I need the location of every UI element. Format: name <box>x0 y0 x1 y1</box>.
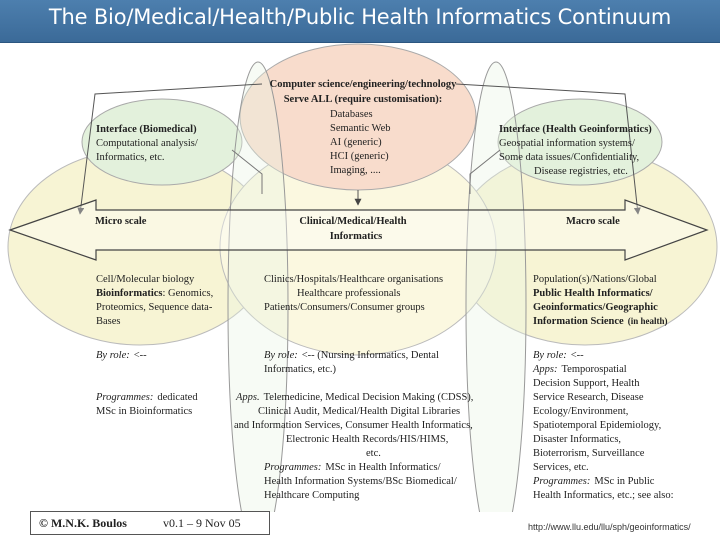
micro-line: Proteomics, Sequence data- <box>96 302 213 313</box>
center-by-role: By role: <-- (Nursing Informatics, Dental <box>264 350 439 361</box>
center-apps: Apps. Telemedicine, Medical Decision Making (CDSS), <box>236 392 474 403</box>
interface-geo-line: Geospatial information systems/ <box>499 138 635 149</box>
reference-url[interactable]: http://www.llu.edu/llu/sph/geoinformatics/ <box>528 522 691 532</box>
title-bar <box>0 0 720 43</box>
right-apps: Apps: Temporospatial <box>533 364 627 375</box>
center-programmes: Programmes: MSc in Health Informatics/ <box>264 462 441 473</box>
left-by-role: By role: <-- <box>96 350 147 361</box>
interface-biomedical-line: Informatics, etc. <box>96 152 165 163</box>
cs-item: Semantic Web <box>330 123 391 134</box>
micro-line: Bases <box>96 316 121 327</box>
interface-biomedical-title: Interface (Biomedical) <box>96 124 197 135</box>
micro-line: Cell/Molecular biology <box>96 274 195 285</box>
clinical-line: Healthcare professionals <box>297 288 401 299</box>
center-apps-line: Electronic Health Records/HIS/HIMS, <box>286 434 449 445</box>
center-apps-line: Clinical Audit, Medical/Health Digital Libraries <box>258 406 461 417</box>
macro-bold-line: Public Health Informatics/ <box>533 288 653 299</box>
macro-line <box>533 316 667 327</box>
macro-bold-line: Geoinformatics/Geographic <box>533 302 658 313</box>
continuum-diagram <box>0 42 720 512</box>
clinical-label: Informatics <box>329 231 383 242</box>
right-apps-line: Services, etc. <box>533 462 589 473</box>
left-programmes-line: MSc in Bioinformatics <box>96 406 193 417</box>
version-label: v0.1 – 9 Nov 05 <box>163 516 241 530</box>
macro-bold-last: Information Science <box>533 316 624 327</box>
cs-subheading: Serve ALL (require customisation): <box>283 94 443 105</box>
macro-suffix: (in health) <box>627 316 668 326</box>
right-by-role: By role: <-- <box>533 350 584 361</box>
cs-item: Imaging, .... <box>330 165 381 176</box>
left-vertical-band <box>228 62 288 512</box>
right-apps-line: Decision Support, Health <box>533 378 640 389</box>
clinical-line: Patients/Consumers/Consumer groups <box>264 302 425 313</box>
clinical-label: Clinical/Medical/Health <box>299 216 407 227</box>
right-programmes: Programmes: MSc in Public <box>533 476 655 487</box>
clinical-line: Clinics/Hospitals/Healthcare organisations <box>264 274 444 285</box>
copyright-box <box>30 511 270 535</box>
right-programmes-line: Health Informatics, etc.; see also: <box>533 490 674 501</box>
right-apps-line: Service Research, Disease <box>533 392 644 403</box>
center-programmes-line: Health Information Systems/BSc Biomedical/ <box>264 476 457 487</box>
cs-item: AI (generic) <box>330 137 382 148</box>
center-apps-line: etc. <box>366 448 381 459</box>
right-apps-line: Disaster Informatics, <box>533 434 622 445</box>
interface-biomedical-line: Computational analysis/ <box>96 138 198 149</box>
center-programmes-line: Healthcare Computing <box>264 490 360 501</box>
micro-scale-label: Micro scale <box>95 216 147 227</box>
copyright-author: © M.N.K. Boulos <box>39 516 127 530</box>
macro-scale-label: Macro scale <box>566 216 620 227</box>
bioinformatics-rest: : Genomics, <box>162 288 214 299</box>
cs-item: HCI (generic) <box>330 151 389 162</box>
bioinformatics-term: Bioinformatics <box>96 288 163 299</box>
right-apps-line: Ecology/Environment, <box>533 406 629 417</box>
center-by-role-line: Informatics, etc.) <box>264 364 337 375</box>
micro-line <box>96 288 213 299</box>
center-apps-line: and Information Services, Consumer Health Informatics, <box>234 420 473 431</box>
interface-geo-line: Some data issues/Confidentiality, <box>499 152 640 163</box>
cs-item: Databases <box>330 109 373 120</box>
macro-line: Population(s)/Nations/Global <box>533 274 657 285</box>
interface-geo-line: Disease registries, etc. <box>534 166 628 177</box>
cs-heading: Computer science/engineering/technology <box>269 79 457 90</box>
right-apps-line: Spatiotemporal Epidemiology, <box>533 420 662 431</box>
left-programmes: Programmes: dedicated <box>96 392 198 403</box>
slide-title: The Bio/Medical/Health/Public Health Informatics Continuum <box>48 5 672 29</box>
interface-geo-title: Interface (Health Geoinformatics) <box>499 124 652 135</box>
right-apps-line: Bioterrorism, Surveillance <box>533 448 645 459</box>
